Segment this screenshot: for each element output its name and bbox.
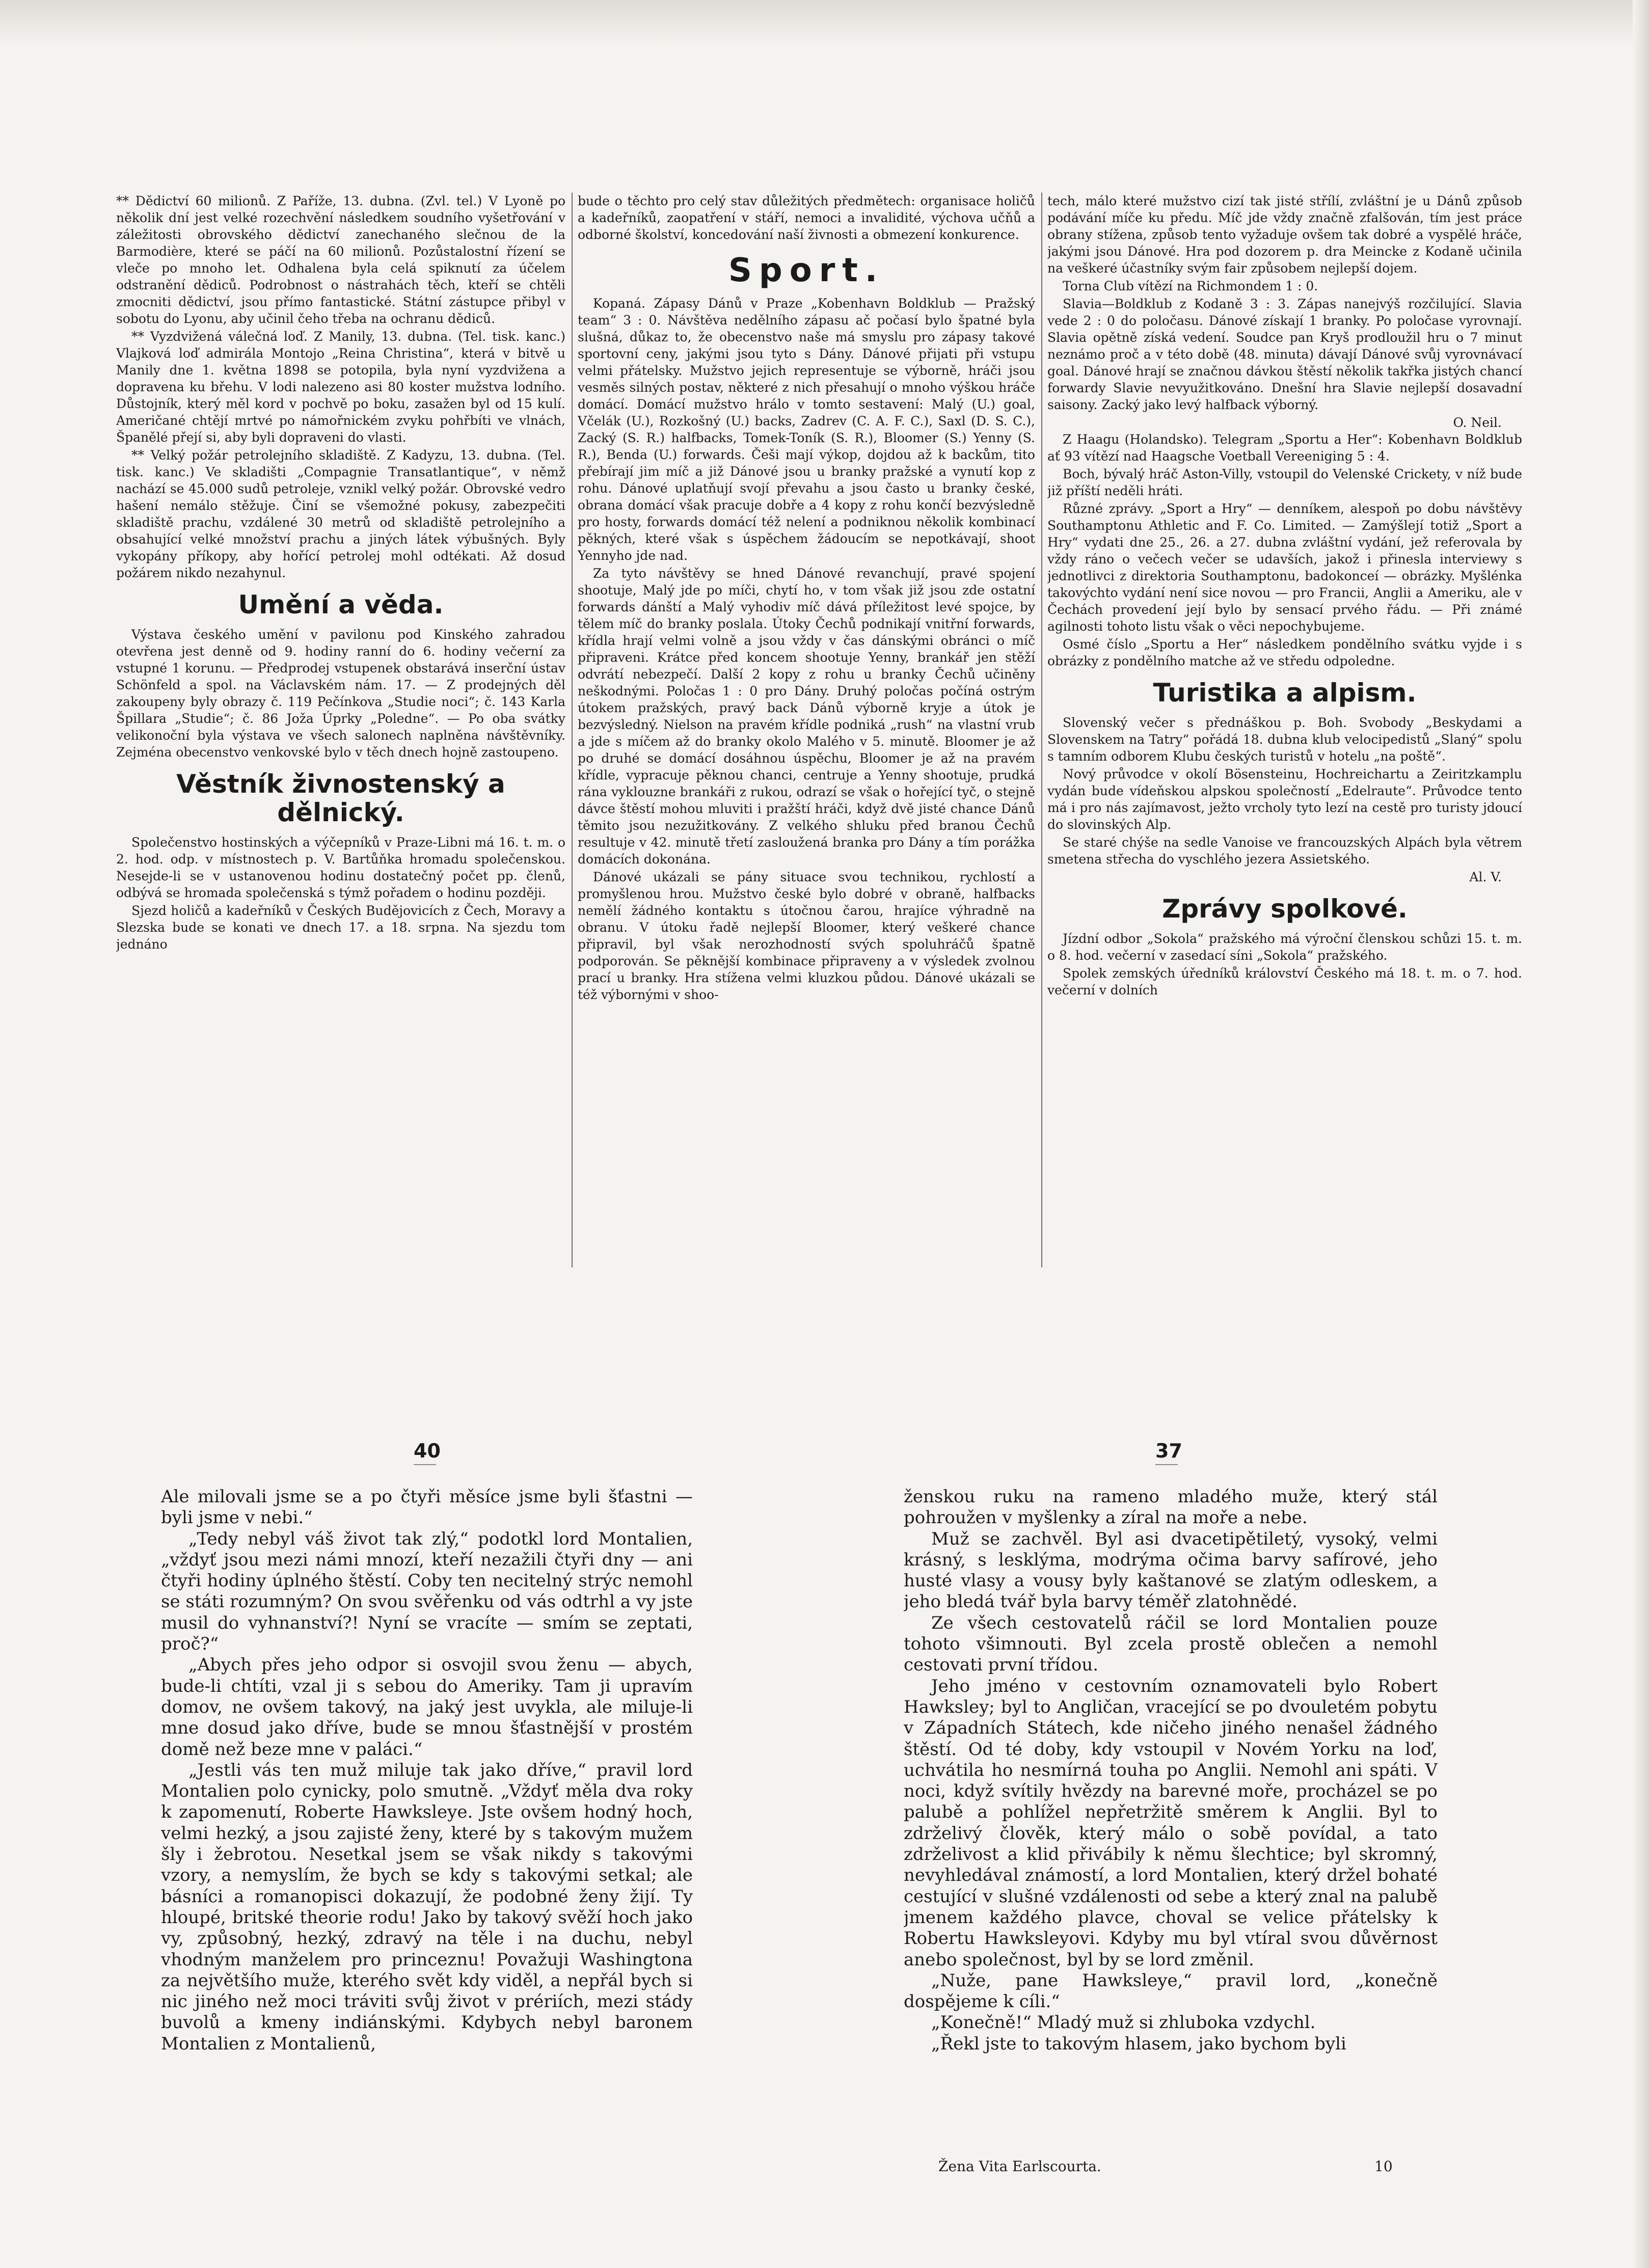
- section-heading-tourism: Turistika a alpism.: [1153, 678, 1417, 708]
- newspaper-column-1: [116, 193, 565, 1166]
- article-petroleum-fire: ** Velký požár petrolejního skladiště. Z Kadyzu, 13. dubna. (Tel. tisk. kanc.) Ve skladišti „Compagnie Transatlantique“, v němž nachází se 45.000 sudů petroleje, vznikl velký požár. Obrovské vedro hašení nemálo stěžuje. Činí se všemožné pokusy, zabezpečiti skladiště prachu, vzdálené 30 metrů od skladiště petrolejního a obsahující velké množství prachu a jiných látek výbušných. Byly vykopány příkopy, aby hořící petrolej mohl odtékati. Až dosud požárem nikdo nezahynul.: [116, 448, 565, 580]
- signature: O. Neil.: [1453, 415, 1502, 430]
- col1-paragraphs: [116, 193, 565, 581]
- article-sunken-ship: ** Vyzdvižená válečná loď. Z Manily, 13. dubna. (Tel. tisk. kanc.) Vlajková loď admirála Montojo „Reina Christina“, která v bitvě u Manily dne 1. května 1898 se potopila, byla nyní vyzdvižena a dopravena ku břehu. V lodi nalezeno asi 80 koster mužstva lodního. Důstojník, který měl kord v pochvě po boku, zasažen byl od 15 kulí. Američané chtějí mrtvé po námořnickém zvyku pohřbíti ve vlnách, Španělé přejí si, aby byli dopraveni do vlasti.: [116, 329, 565, 445]
- story-paragraph: ženskou ruku na rameno mladého muže, který stál pohroužen v myšlenky a zíral na moře a nebe.: [904, 1487, 1438, 1528]
- column-divider: [572, 193, 573, 1267]
- page-number-underline: [414, 1464, 436, 1465]
- page-number-underline: [1155, 1464, 1178, 1465]
- section-heading-sport: Sport.: [728, 252, 885, 289]
- article-boch: Boch, bývalý hráč Aston-Villy, vstoupil do Velenské Crickety, v níž bude již příští neděli hráti.: [1047, 467, 1522, 498]
- story-paragraph: Muž se zachvěl. Byl asi dvacetipětiletý, vysoký, velmi krásný, s lesklýma, modrýma očima barvy safírové, jeho husté vlasy a vousy byly kaštanové se zlatým odleskem, a jeho bledá tvář byla barvy téměř zlatohnědé.: [904, 1528, 1438, 1612]
- page-number-left: 40: [414, 1440, 441, 1462]
- story-paragraph: Ale milovali jsme se a po čtyři měsíce jsme byli šťastni — byli jsme v nebi.“: [161, 1487, 693, 1528]
- section-heading-art: Umění a věda.: [238, 590, 444, 619]
- section-heading-clubs: Zprávy spolkové.: [1162, 894, 1408, 924]
- article-football-match: Kopaná. Zápasy Dánů v Praze „Kobenhavn Boldklub — Pražský team“ 3 : 0. Návštěva nedělního zápasu ač počasí bylo špatné byla slušná, důkaz to, že obecenstvo naše má smyslu pro zápasy takové sportovní ceny, jakými jsou tyto s Dány. Dánové přijati při vstupu velmi přátelsky. Mužstvo jejich representuje se výborně, hráči jsou vesměs silných postav, některé z nich přesahují o mnoho výškou hráče domácí. Domácí mužstvo hrálo v tomto sestavení: Malý (U.) goal, Včelák (U.), Rozkošný (U.) backs, Zadrev (C. A. F. C.), Saxl (D. S. C.), Zacký (S. R.) halfbacks, Tomek-Toník (S. R.), Bloomer (S.) Yenny (S. R.), Benda (U.) forwards. Češi mají výkop, dojdou až k backům, tito přebírají jim míč a již Dánové jsou u branky pražské a vynutí kop z rohu. Dánové uplatňují svojí převahu a jsou často u branky české, obrana domácí však pracuje dobře a 4 kopy z rohu končí bezvýsledně pro hosty, forwards domácí též nelení a podniknou několik kombinací pěkných, které však s úspěchem žádoucím se nepotkávají, shoot Yennyho jde nad.: [578, 296, 1035, 563]
- signature-number-footer: 10: [1374, 2158, 1393, 2175]
- article-torna-club: Torna Club vítězí na Richmondem 1 : 0.: [1063, 279, 1318, 293]
- signature: Al. V.: [1469, 870, 1502, 884]
- article-art-exhibition: Výstava českého umění v pavilonu pod Kinského zahradou otevřena jest denně od 9. hodiny ranní do 6. hodiny večerní za vstupné 1 korunu. — Předprodej vstupenek obstarává inserční ústav Schönfeld a spol. na Václavském nám. 17. — Z prodejných děl zakoupeny byly obrazy č. 119 Pečínkova „Studie noci“; č. 143 Karla Špillara „Studie“; č. 86 Joža Úprky „Poledne“. — Po oba svátky velikonoční byla výstava ve všech salonech naplněna návštěvníky. Zejména obecenstvo venkovské bylo v těch dnech hojně zastoupeno.: [116, 627, 565, 760]
- newspaper-column-2: [578, 193, 1035, 1267]
- article-slavia-match: Slavia—Boldklub z Kodaně 3 : 3. Zápas nanejvýš rozčilující. Slavia vede 2 : 0 do poločasu. Dánové získají 1 branky. Po poločase vyrovnají. Slavia opětně získá vedení. Soudce pan Kryš prodloužil hru o 7 minut neznámo proč a v této době (48. minuta) dávají Dánové svůj vyrovnávací goal. Dánové hrají se značnou dávkou štěstí několik takřka jistých chancí forwardy Slavie nevyužitkováno. Dnešní hra Slavie nejlepší dosavadní saisony. Zacký jako levý halfback výborný.: [1047, 296, 1522, 412]
- page-top-shadow: [0, 0, 1650, 46]
- story-paragraph: „Řekl jste to takovým hlasem, jako bychom byli: [931, 2033, 1346, 2054]
- article-barbers-congress: Sjezd holičů a kadeřníků v Českých Budějovicích z Čech, Moravy a Slezska bude se konati ve dnech 17. a 18. srpna. Na sjezdu tom jednáno: [116, 903, 565, 952]
- article-football-summary: Dánové ukázali se pány situace svou technikou, rychlostí a promyšlenou hrou. Mužstvo české bylo dobré v obraně, halfbacks nemělí žádného kontaktu s útočnou čarou, hrajíce výhradně na obranu. V útoku řadě nejlepší Bloomer, který veškeré chance připravil, byl však nerozhodností svých spoluhráčů špatně podporován. Se pěknější kombinace připraveny a v výsledek zvolnou prací u branky. Hra stížena velmi kluzkou půdou. Dánové ukázali se též výbornými v shoo-: [578, 870, 1035, 1002]
- article-sokol: Jízdní odbor „Sokola“ pražského má výroční členskou schůzi 15. t. m. o 8. hod. večerní v zasedací síni „Sokola“ pražského.: [1047, 931, 1522, 963]
- article-new-guide: Nový průvodce v okolí Bösensteinu, Hochreichartu a Zeiritzkamplu vydán bude vídeňskou alpskou společností „Edelraute“. Průvodce tento má i pro nás zajímavost, ježto vrcholy tyto lezí na cestě pro turisty jdoucí do slovinských Alp.: [1047, 767, 1522, 832]
- page-number-right: 37: [1155, 1440, 1182, 1462]
- story-paragraph: „Nuže, pane Hawksleye,“ pravil lord, „konečně dospějeme k cíli.“: [904, 1970, 1438, 2012]
- story-paragraph: „Abych přes jeho odpor si osvojil svou ženu — abych, bude-li chtíti, vzal ji s sebou do Ameriky. Tam ji upravím domov, ne ovšem takový, na jaký jest uvykla, ale miluje-li mne dosud jako dříve, bude se mnou šťastnější v prostém domě než beze mne v paláci.“: [161, 1655, 693, 1760]
- article-officials-club: Spolek zemských úředníků království Českého má 18. t. m. o 7. hod. večerní v dolních: [1047, 966, 1522, 997]
- article-slovak-evening: Slovenský večer s přednáškou p. Boh. Svobody „Beskydami a Slovenskem na Tatry“ pořádá 18. dubna klub velocipedistů „Slaný“ spolu s tamním odborem Klubu českých turistů v hotelu „na poště“.: [1047, 715, 1522, 764]
- novel-page-right: [904, 1487, 1438, 2139]
- article-issue-eight: Osmé číslo „Sportu a Her“ následkem pondělního svátku vyjde i s obrázky z pondělního matche až ve středu odpoledne.: [1047, 637, 1522, 668]
- section-heading-trade: Věstník živnostenský a dělnický.: [176, 769, 505, 827]
- novel-page-left: [161, 1487, 693, 2154]
- article-barbers-topics: bude o těchto pro celý stav důležitých předmětech: organisace holičů a kadeřníků, zaopatření v stáří, nemoci a invalidité, výchova učňů a odborné školství, koncedování naší živnosti a obmezení konkurence.: [578, 194, 1035, 242]
- newspaper-column-3: [1047, 193, 1522, 1267]
- story-paragraph: „Tedy nebyl váš život tak zlý,“ podotkl lord Montalien, „vždyť jsou mezi námi mnozí, kteří nezažili čtyři dny — ani čtyři hodiny úplného štěstí. Coby ten necitelný strýc nemohl se státi rozumným? On svou svěřenku od vás odtrhl a vy jste musil do vyhnanství?! Nyní se vracíte — smím se zeptati, proč?“: [161, 1528, 693, 1655]
- story-paragraph: Ze všech cestovatelů ráčil se lord Montalien pouze tohoto všimnouti. Byl zcela prostě oblečen a nemohl cestovati první třídou.: [904, 1612, 1438, 1676]
- article-vanoise-hut: Se staré chýše na sedle Vanoise ve francouzských Alpách byla větrem smetena střecha do vyschlého jezera Assietského.: [1047, 835, 1522, 867]
- book-title-footer: Žena Vita Earlscourta.: [938, 2158, 1101, 2175]
- column-divider: [1041, 193, 1042, 1267]
- story-paragraph: Jeho jméno v cestovním oznamovateli bylo Robert Hawksley; byl to Angličan, vracející se po dvouletém pobytu v Západních Státech, kde ničeho jiného nenašel žádného štěstí. Od té doby, kdy vstoupil v Novém Yorku na loď, uchvátila ho nesmírná touha po Anglii. Nemohl ani spáti. V noci, když svítily hvězdy na barevné moře, procházel se po palubě a pohlížel nepřetržitě směrem k Anglii. Byl to zdrželivý člověk, který málo o sobě povídal, a tato zdrželivost a klid přivábily k němu šlechtice; byl skromný, nevyhledával známostí, a lord Montalien, který držel bohaté cestující v slušné vzdálenosti od sebe a který znal na palubě jmenem každého plavce, choval se velice přátelsky k Robertu Hawksleyovi. Kdyby mu byl vtíral svou důvěrnost anebo společnost, byl by se lord změnil.: [904, 1676, 1438, 1970]
- article-danish-shooting: tech, málo které mužstvo cizí tak jisté střílí, zvláštní je u Dánů způsob podávání míče ku předu. Míč jde vždy značně zfalšován, tím jest práce obrany stížena, způsob tento vyžaduje ovšem tak dobré a vyspělé hráče, jakými jsou Dánové. Hra pod dozorem p. dra Meincke z Kodaně učinila na veškeré účastníky svým fair způsobem nejlepší dojem.: [1047, 194, 1522, 276]
- article-inheritance: ** Dědictví 60 milionů. Z Paříže, 13. dubna. (Zvl. tel.) V Lyoně po několik dní jest velké rozechvění následkem soudního vyšetřování v záležitosti obrovského dědictví zanechaného slečnou de la Barmodière, které se páčí na 60 milionů. Pozůstalostní řízení se vleče po mnoho let. Odhalena byla celá spiknutí za účelem odstranění dědiců. Podrobnost o nástrahách těch, kteří se chtěli zmocniti dědictví, jsou přímo fantastické. Státní zástupce přibyl v sobotu do Lyonu, aby učinil čeho třeba na ochranu dědiců.: [116, 194, 565, 326]
- story-paragraph: „Jestli vás ten muž miluje tak jako dříve,“ pravil lord Montalien polo cynicky, polo smutně. „Vždyť měla dva roky k zapomenutí, Roberte Hawksleye. Jste ovšem hodný hoch, velmi hezký, a jsou zajisté ženy, které by s takovým mužem šly i žebrotou. Nesetkal jsem se však nikdy s takovými vzory, a nemyslím, že bych se kdy s takovými setkal; ale básníci a romanopisci dokazují, že podobné ženy žijí. Ty hloupé, britské theorie rodu! Jako by takový svěží hoch jako vy, způsobný, hezký, zdravý na těle i na duchu, nebyl vhodným manželem pro princeznu! Považuji Washingtona za největšího muže, kterého svět kdy viděl, a nepřál bych si nic jiného než moci tráviti svůj život v prériích, mezi stády buvolů a kmeny indiánskými. Kdybych nebyl baronem Montalien z Montalienů,: [161, 1760, 693, 2054]
- page-right-shadow: [1633, 0, 1650, 2268]
- article-various-news: Různé zprávy. „Sport a Hry“ — denníkem, alespoň po dobu návštěvy Southamptonu Athletic and F. Co. Limited. — Zamýšlejí totiž „Sport a Hry“ vydati dne 25., 26. a 27. dubna zvláštní vydání, jež referovala by vždy ráno o večech večer se udavších, jakož i přinesla interviewy s jednotlivci z direktoria Southamptonu, badokonceí — obrázky. Myšlénka takovýchto vydání není sice novou — pro Francii, Anglii a Ameriku, ale v Čechách provedení její bylo by sensací prvého řádu. — Při známé agilnosti tohoto listu však o věci nepochybujeme.: [1047, 501, 1522, 634]
- article-football-match-cont: Za tyto návštěvy se hned Dánové revanchují, pravé spojení shootuje, Malý jde po míči, chytí ho, v tom však již jsou zde ostatní forwards dánští a Malý vyhodiv míč dává příležitost levé spojce, by tělem míč do branky poslala. Útoky Čechů podnikají vnitřní forwards, křídla hrají velmi volně a jsou vždy v čas dánskými obránci o míč připraveni. Krátce před koncem shootuje Yenny, brankář jen stěží odvrátí nebezpečí. Další 2 kopy z rohu u branky Čechů učiněny neškodnými. Poločas 1 : 0 pro Dány. Druhý poločas počíná ostrým útokem pražských, pravý back Dánů výborně kryje a útok je bezvýsledný. Nielson na pravém křídle podniká „rush“ na vlastní vrub a jde s míčem až do branky okolo Malého v 5. minutě. Bloomer je až po druhé se domácí dosáhnou úspěchu, Bloomer je až na pravém křídle, vypracuje pěknou chanci, centruje a Yenny shootuje, prudká rána vyklouzne brankáři z rukou, odrazí se však o hořející tyč, o stejně dávce štěstí mohou mluviti i pražští hráči, když dvě jisté chance Dánů těmito jsou nezužitkovány. Z velkého shluku před branou Čechů resultuje v 42. minutě třetí zasloužená branka pro Dány a tím porážka domácích dokonána.: [578, 566, 1035, 867]
- story-paragraph: „Konečně!“ Mladý muž si zhluboka vzdychl.: [931, 2012, 1316, 2033]
- article-innkeepers: Společenstvo hostinských a výčepníků v Praze-Libni má 16. t. m. o 2. hod. odp. v místnostech p. V. Bartůňka hromadu společenskou. Nesejde-li se v ustanovenou hodinu dostatečný počet pp. členů, odbývá se hromada společenská s týmž pořadem o hodinu později.: [116, 835, 565, 900]
- article-hague: Z Haagu (Holandsko). Telegram „Sportu a Her“: Kobenhavn Boldklub ať 93 vítězí nad Haagsche Voetball Vereeniging 5 : 4.: [1047, 432, 1522, 464]
